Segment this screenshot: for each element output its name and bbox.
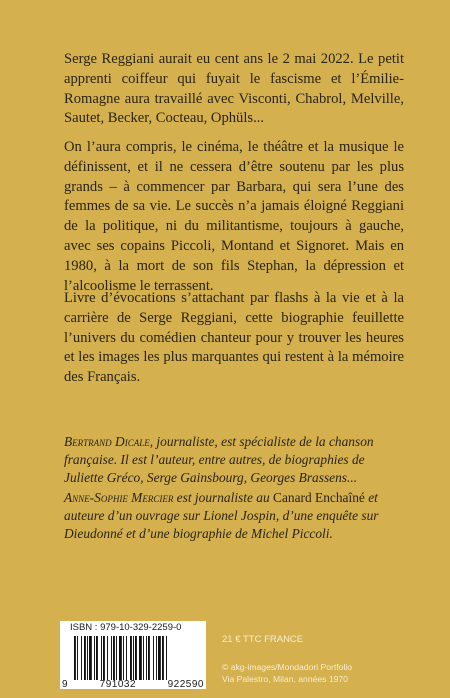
price-label: 21 € TTC FRANCE bbox=[222, 634, 304, 645]
author-bio-body: , journaliste, est spécialiste de la chanson française. Il est l’auteur, entre autres, de biographies de Juliette Gréco, Serge Gainsbourg, Georges Brassens... bbox=[64, 434, 374, 485]
barcode-digit-group: 922590 bbox=[167, 679, 204, 690]
photo-credit-line: © akg-images/Mondadori Portfolio bbox=[222, 662, 353, 672]
author-name: Anne-Sophie Mercier bbox=[64, 490, 174, 505]
newspaper-name: Canard Enchaîné bbox=[273, 490, 365, 505]
author-bio-text bbox=[64, 489, 404, 543]
blurb-paragraph-3 bbox=[64, 289, 404, 388]
author-bio-2 bbox=[64, 489, 404, 543]
author-bio-body: et auteure d’un ouvrage sur Lionel Jospin, d’une enquête sur Dieudonné et d’une biographie de Michel Piccoli. bbox=[64, 490, 379, 541]
photo-credit bbox=[222, 661, 352, 685]
barcode-digit-group: 791032 bbox=[99, 679, 137, 690]
blurb-paragraph-2 bbox=[64, 138, 404, 296]
barcode-digit-group: 9 bbox=[62, 679, 69, 690]
blurb-text: Livre d’évocations s’attachant par flashs à la vie et à la carrière de Serge Reggiani, cette biographie feuillette l’univers du comédien chanteur pour y trouver les heures et les images les plus marquantes qui restent à la mémoire des Français. bbox=[64, 290, 404, 386]
author-bio-body: est journaliste au bbox=[173, 490, 274, 505]
author-name: Bertrand Dicale bbox=[64, 434, 150, 449]
blurb-text: Serge Reggiani aurait eu cent ans le 2 mai 2022. Le petit apprenti coiffeur qui fuyait le fascisme et l’Émilie-Romagne aura travaillé avec Visconti, Chabrol, Melville, Sautet, Becker, Cocteau, Ophüls... bbox=[64, 51, 404, 127]
photo-credit-line: Via Palestro, Milan, années 1970 bbox=[222, 674, 348, 684]
author-bio-text bbox=[64, 433, 404, 487]
author-bio-1 bbox=[64, 433, 404, 487]
blurb-text: On l’aura compris, le cinéma, le théâtre et la musique le définissent, et il ne cessera d’être soutenu par les plus grands – à commencer par Barbara, qui sera l’une des femmes de sa vie. Le succès n’a jamais éloigné Reggiani de la politique, ni du militantisme, toujours à gauche, avec ses copains Piccoli, Montand et Signoret. Mais en 1980, à la mort de son fils Stephan, la dépression et l’alcoolisme le terrassent. bbox=[64, 139, 404, 294]
barcode-icon bbox=[74, 636, 194, 680]
barcode-digits bbox=[62, 679, 204, 690]
blurb-paragraph-1 bbox=[64, 50, 404, 129]
isbn-label: ISBN : 979-10-329-2259-0 bbox=[70, 622, 182, 633]
